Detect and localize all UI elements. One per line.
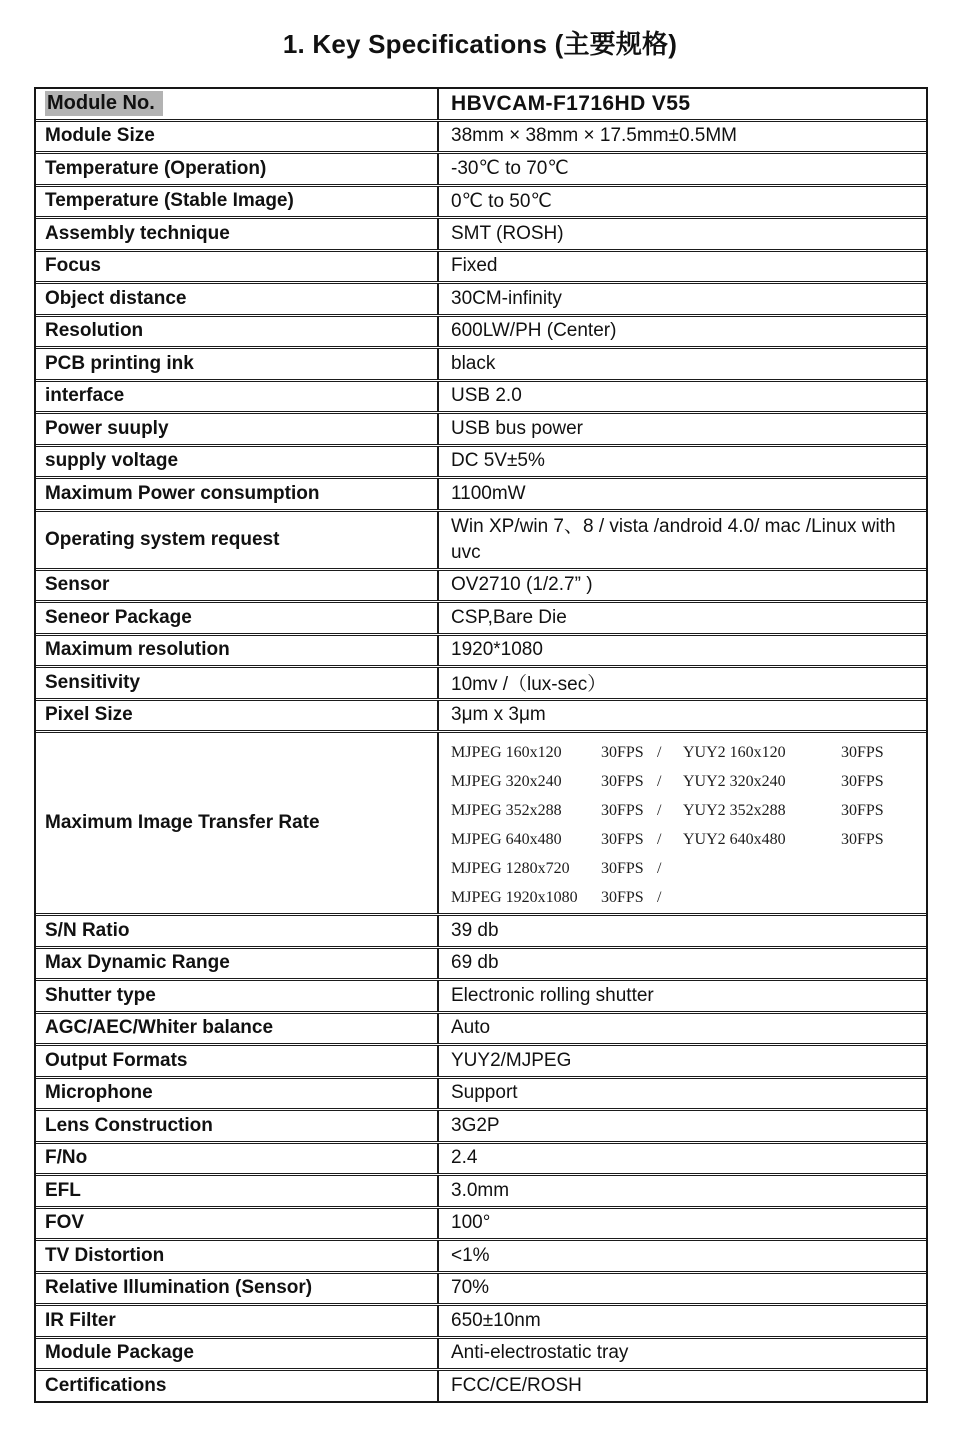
spec-value-cell bbox=[439, 1046, 926, 1076]
transfer-rate-field: MJPEG 1280x720 bbox=[451, 859, 570, 877]
spec-value: 0℃ to 50℃ bbox=[451, 190, 552, 212]
spec-label-cell bbox=[36, 252, 439, 282]
spec-row bbox=[36, 316, 926, 348]
spec-value-cell bbox=[439, 916, 926, 946]
spec-value-cell bbox=[439, 317, 926, 347]
spec-label-cell bbox=[36, 1306, 439, 1336]
spec-value: SMT (ROSH) bbox=[451, 222, 564, 244]
spec-label-cell bbox=[36, 949, 439, 979]
transfer-rate-field: YUY2 640x480 bbox=[683, 830, 786, 848]
spec-row bbox=[36, 186, 926, 218]
transfer-rate-field: 30FPS bbox=[841, 801, 884, 819]
spec-value-cell bbox=[439, 1209, 926, 1239]
spec-label: Maximum Image Transfer Rate bbox=[45, 812, 320, 833]
spec-row bbox=[36, 1143, 926, 1175]
spec-label-cell bbox=[36, 122, 439, 152]
spec-label: Maximum Power consumption bbox=[45, 482, 320, 504]
spec-label: Module Package bbox=[45, 1342, 194, 1364]
spec-value: -30℃ to 70℃ bbox=[451, 158, 569, 180]
transfer-rate-field: / bbox=[657, 772, 662, 790]
spec-label-cell bbox=[36, 447, 439, 477]
spec-value: DC 5V±5% bbox=[451, 450, 545, 472]
spec-value: Win XP/win 7、8 / vista /android 4.0/ mac /Linux with uvc bbox=[451, 515, 896, 563]
spec-label: F/No bbox=[45, 1147, 88, 1169]
spec-row bbox=[36, 570, 926, 602]
spec-value: 10mv /（lux-sec） bbox=[451, 674, 607, 696]
spec-value: YUY2/MJPEG bbox=[451, 1049, 572, 1071]
spec-value-cell bbox=[439, 89, 926, 119]
spec-row bbox=[36, 1370, 926, 1401]
spec-value-cell bbox=[439, 122, 926, 152]
spec-value: <1% bbox=[451, 1244, 490, 1266]
spec-value: OV2710 (1/2.7” ) bbox=[451, 574, 593, 596]
spec-value: 3.0mm bbox=[451, 1179, 510, 1201]
spec-label-cell bbox=[36, 1176, 439, 1206]
spec-label-cell bbox=[36, 317, 439, 347]
spec-value: 2.4 bbox=[451, 1147, 478, 1169]
transfer-rate-field: / bbox=[657, 830, 662, 848]
transfer-rate-field: 30FPS bbox=[841, 743, 884, 761]
page-title: 1. Key Specifications (主要规格) bbox=[282, 29, 678, 59]
spec-value-cell bbox=[439, 1339, 926, 1369]
spec-value: 3G2P bbox=[451, 1114, 500, 1136]
spec-label: Pixel Size bbox=[45, 704, 133, 726]
spec-label-cell bbox=[36, 284, 439, 314]
spec-row bbox=[36, 1273, 926, 1305]
spec-label: interface bbox=[45, 385, 125, 407]
spec-row bbox=[36, 1078, 926, 1110]
spec-row bbox=[36, 251, 926, 283]
transfer-rate-field: 30FPS bbox=[601, 888, 644, 906]
spec-value: CSP,Bare Die bbox=[451, 606, 567, 628]
spec-label: Focus bbox=[45, 255, 101, 277]
spec-label: supply voltage bbox=[45, 450, 179, 472]
transfer-rate-field: YUY2 352x288 bbox=[683, 801, 786, 819]
transfer-rate-field: 30FPS bbox=[601, 830, 644, 848]
spec-row bbox=[36, 283, 926, 315]
transfer-rate-field: / bbox=[657, 888, 662, 906]
spec-value: 1920*1080 bbox=[451, 639, 543, 661]
spec-label-cell bbox=[36, 1079, 439, 1109]
transfer-rate-line bbox=[451, 796, 920, 825]
spec-label-cell bbox=[36, 1111, 439, 1141]
spec-value: black bbox=[451, 352, 496, 374]
spec-row bbox=[36, 980, 926, 1012]
transfer-rate-line bbox=[451, 825, 920, 854]
spec-label: Sensor bbox=[45, 574, 110, 596]
specifications-table bbox=[34, 87, 928, 1403]
transfer-rate-field: / bbox=[657, 801, 662, 819]
spec-row bbox=[36, 413, 926, 445]
spec-label: IR Filter bbox=[45, 1309, 116, 1331]
spec-value-cell bbox=[439, 1176, 926, 1206]
spec-value-cell bbox=[439, 447, 926, 477]
spec-label-cell bbox=[36, 571, 439, 601]
spec-value: USB 2.0 bbox=[451, 385, 522, 407]
spec-label-cell bbox=[36, 1046, 439, 1076]
spec-label: Temperature (Operation) bbox=[45, 157, 267, 179]
spec-label-cell bbox=[36, 1241, 439, 1271]
spec-row bbox=[36, 1175, 926, 1207]
spec-label-cell bbox=[36, 733, 439, 913]
spec-value-cell bbox=[439, 949, 926, 979]
transfer-rate-field: YUY2 320x240 bbox=[683, 772, 786, 790]
spec-value: 69 db bbox=[451, 952, 499, 974]
spec-value-cell bbox=[439, 603, 926, 633]
transfer-rate-field: / bbox=[657, 743, 662, 761]
spec-row bbox=[36, 381, 926, 413]
spec-label-cell bbox=[36, 154, 439, 184]
spec-label: Object distance bbox=[45, 287, 187, 309]
spec-row bbox=[36, 915, 926, 947]
spec-row bbox=[36, 1305, 926, 1337]
spec-label-cell bbox=[36, 479, 439, 509]
spec-label: Maximum resolution bbox=[45, 639, 230, 661]
transfer-rate-line bbox=[451, 738, 920, 767]
transfer-rate-field: 30FPS bbox=[601, 859, 644, 877]
transfer-rate-field: YUY2 160x120 bbox=[683, 743, 786, 761]
spec-row-transfer bbox=[36, 732, 926, 914]
spec-value-cell bbox=[439, 382, 926, 412]
spec-label: Relative Illumination (Sensor) bbox=[45, 1277, 313, 1299]
spec-label-cell bbox=[36, 1339, 439, 1369]
spec-value: 1100mW bbox=[451, 482, 526, 504]
spec-value: 70% bbox=[451, 1277, 490, 1299]
spec-label-cell bbox=[36, 414, 439, 444]
transfer-rate-line bbox=[451, 854, 920, 883]
spec-value: USB bus power bbox=[451, 417, 584, 439]
transfer-rate-field: / bbox=[657, 859, 662, 877]
spec-value-cell bbox=[439, 668, 926, 698]
spec-row bbox=[36, 348, 926, 380]
spec-label: Sensitivity bbox=[45, 671, 141, 693]
spec-value-cell bbox=[439, 1014, 926, 1044]
spec-row-header bbox=[36, 89, 926, 120]
spec-value-cell bbox=[439, 349, 926, 379]
spec-label: S/N Ratio bbox=[45, 919, 130, 941]
spec-label: Output Formats bbox=[45, 1049, 188, 1071]
spec-row bbox=[36, 446, 926, 478]
spec-value: Electronic rolling shutter bbox=[451, 984, 654, 1006]
spec-value-cell bbox=[439, 187, 926, 217]
spec-label-cell bbox=[36, 349, 439, 379]
spec-value-cell bbox=[439, 252, 926, 282]
spec-row bbox=[36, 153, 926, 185]
spec-label: TV Distortion bbox=[45, 1244, 165, 1266]
spec-label-cell bbox=[36, 668, 439, 698]
spec-value-cell bbox=[439, 1371, 926, 1401]
spec-row bbox=[36, 700, 926, 732]
spec-label: Lens Construction bbox=[45, 1114, 213, 1136]
spec-value-cell bbox=[439, 1079, 926, 1109]
transfer-rate-field: MJPEG 352x288 bbox=[451, 801, 562, 819]
spec-label-cell bbox=[36, 1144, 439, 1174]
spec-row bbox=[36, 948, 926, 980]
spec-row-tall bbox=[36, 511, 926, 569]
transfer-rate-field: 30FPS bbox=[841, 772, 884, 790]
spec-row bbox=[36, 1240, 926, 1272]
spec-value-cell bbox=[439, 1306, 926, 1336]
spec-label-cell bbox=[36, 603, 439, 633]
spec-value-cell bbox=[439, 636, 926, 666]
spec-row bbox=[36, 1338, 926, 1370]
spec-label: Module Size bbox=[45, 125, 155, 147]
spec-label: Assembly technique bbox=[45, 222, 230, 244]
spec-label-cell bbox=[36, 1209, 439, 1239]
spec-row bbox=[36, 635, 926, 667]
spec-row bbox=[36, 1013, 926, 1045]
spec-value-cell bbox=[439, 571, 926, 601]
spec-row bbox=[36, 1110, 926, 1142]
spec-label: Operating system request bbox=[45, 528, 280, 550]
spec-label-cell bbox=[36, 187, 439, 217]
spec-label: Max Dynamic Range bbox=[45, 952, 230, 974]
transfer-rate-field: 30FPS bbox=[601, 772, 644, 790]
spec-value: 600LW/PH (Center) bbox=[451, 320, 617, 342]
spec-label: FOV bbox=[45, 1212, 85, 1234]
spec-value: Support bbox=[451, 1082, 518, 1104]
spec-label-cell bbox=[36, 701, 439, 731]
spec-row bbox=[36, 602, 926, 634]
spec-label: Resolution bbox=[45, 320, 144, 342]
spec-label-cell bbox=[36, 1014, 439, 1044]
spec-value-cell bbox=[439, 733, 926, 913]
spec-value: HBVCAM-F1716HD V55 bbox=[451, 91, 691, 115]
spec-value-cell bbox=[439, 414, 926, 444]
spec-value-cell bbox=[439, 701, 926, 731]
spec-label-cell bbox=[36, 512, 439, 568]
spec-label: Seneor Package bbox=[45, 606, 192, 628]
spec-label: Shutter type bbox=[45, 984, 156, 1006]
spec-value: 100° bbox=[451, 1212, 491, 1234]
spec-row bbox=[36, 1208, 926, 1240]
spec-value: 3μm x 3μm bbox=[451, 704, 546, 726]
spec-value: FCC/CE/ROSH bbox=[451, 1374, 582, 1396]
spec-value-cell bbox=[439, 284, 926, 314]
spec-label-cell bbox=[36, 382, 439, 412]
transfer-rate-field: 30FPS bbox=[841, 830, 884, 848]
spec-label: Module No. bbox=[45, 91, 163, 116]
spec-row bbox=[36, 1045, 926, 1077]
spec-value-cell bbox=[439, 981, 926, 1011]
transfer-rate-field: 30FPS bbox=[601, 743, 644, 761]
spec-label: Temperature (Stable Image) bbox=[45, 190, 294, 212]
spec-label-cell bbox=[36, 219, 439, 249]
spec-value: Fixed bbox=[451, 255, 498, 277]
spec-label: PCB printing ink bbox=[45, 352, 194, 374]
spec-row bbox=[36, 218, 926, 250]
spec-value-cell bbox=[439, 1241, 926, 1271]
spec-value-cell bbox=[439, 154, 926, 184]
spec-label-cell bbox=[36, 636, 439, 666]
spec-label: Certifications bbox=[45, 1374, 167, 1396]
spec-value-cell bbox=[439, 219, 926, 249]
transfer-rate-field: 30FPS bbox=[601, 801, 644, 819]
transfer-rate-field: MJPEG 320x240 bbox=[451, 772, 562, 790]
spec-value-cell bbox=[439, 512, 926, 568]
spec-value-cell bbox=[439, 479, 926, 509]
transfer-rate-field: MJPEG 1920x1080 bbox=[451, 888, 578, 906]
spec-value: Auto bbox=[451, 1017, 491, 1039]
spec-label: Power suuply bbox=[45, 417, 169, 439]
spec-value: 30CM-infinity bbox=[451, 287, 562, 309]
spec-label: EFL bbox=[45, 1179, 81, 1201]
transfer-rate-line bbox=[451, 883, 920, 912]
transfer-rate-field: MJPEG 160x120 bbox=[451, 743, 562, 761]
spec-label-cell bbox=[36, 981, 439, 1011]
spec-value-cell bbox=[439, 1274, 926, 1304]
spec-value: Anti-electrostatic tray bbox=[451, 1342, 629, 1364]
spec-label-cell bbox=[36, 89, 439, 119]
spec-value-cell bbox=[439, 1144, 926, 1174]
spec-label-cell bbox=[36, 1371, 439, 1401]
spec-label-cell bbox=[36, 1274, 439, 1304]
spec-row bbox=[36, 121, 926, 153]
spec-value: 650±10nm bbox=[451, 1309, 541, 1331]
spec-row bbox=[36, 478, 926, 510]
spec-value: 39 db bbox=[451, 919, 499, 941]
transfer-rate-line bbox=[451, 767, 920, 796]
spec-label-cell bbox=[36, 916, 439, 946]
transfer-rate-field: MJPEG 640x480 bbox=[451, 830, 562, 848]
spec-label: Microphone bbox=[45, 1082, 153, 1104]
spec-row bbox=[36, 667, 926, 699]
spec-value: 38mm × 38mm × 17.5mm±0.5MM bbox=[451, 125, 738, 147]
spec-label: AGC/AEC/Whiter balance bbox=[45, 1017, 274, 1039]
spec-value-cell bbox=[439, 1111, 926, 1141]
